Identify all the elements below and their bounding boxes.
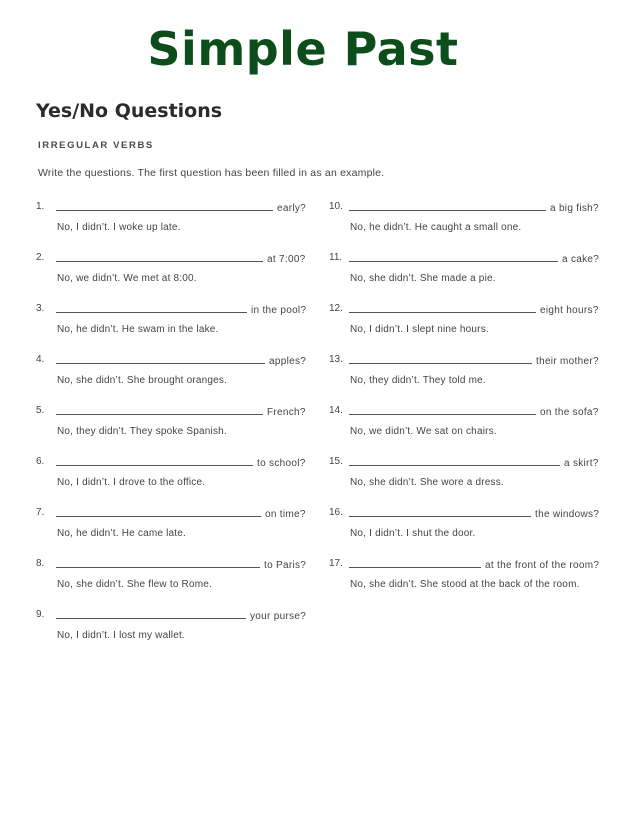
- answer-blank[interactable]: [56, 353, 265, 364]
- question-ending: a skirt?: [564, 458, 599, 469]
- question-number: 10.: [329, 201, 343, 212]
- answer-text: No, she didn’t. She flew to Rome.: [57, 579, 213, 590]
- question-row: [36, 301, 308, 317]
- question-row: [329, 301, 601, 317]
- question-item: [36, 556, 308, 607]
- section-heading: IRREGULAR VERBS: [38, 140, 154, 151]
- question-number: 13.: [329, 354, 343, 365]
- question-row: [329, 250, 601, 266]
- question-number: 12.: [329, 303, 343, 314]
- question-row: [36, 505, 308, 521]
- question-ending: to Paris?: [264, 560, 307, 571]
- question-number: 5.: [36, 405, 45, 416]
- answer-blank[interactable]: [56, 302, 247, 313]
- question-item: [36, 403, 308, 454]
- answer-text: No, she didn’t. She wore a dress.: [350, 477, 504, 488]
- question-ending: apples?: [269, 356, 307, 367]
- answer-text: No, I didn’t. I shut the door.: [350, 528, 476, 539]
- question-ending: their mother?: [536, 356, 599, 367]
- question-number: 16.: [329, 507, 343, 518]
- question-item: [329, 199, 601, 250]
- question-number: 2.: [36, 252, 45, 263]
- question-item: [36, 352, 308, 403]
- answer-text: No, I didn’t. I lost my wallet.: [57, 630, 185, 641]
- answer-text: No, he didn’t. He swam in the lake.: [57, 324, 219, 335]
- answer-blank[interactable]: [56, 506, 261, 517]
- question-item: [36, 199, 308, 250]
- question-row: [36, 199, 308, 215]
- question-number: 11.: [329, 252, 343, 263]
- question-row: [329, 199, 601, 215]
- question-ending: early?: [277, 203, 307, 214]
- answer-text: No, we didn’t. We sat on chairs.: [350, 426, 497, 437]
- question-item: [329, 250, 601, 301]
- answer-text: No, I didn’t. I drove to the office.: [57, 477, 206, 488]
- question-number: 6.: [36, 456, 45, 467]
- question-row: [36, 454, 308, 470]
- answer-blank[interactable]: [349, 557, 481, 568]
- answer-blank[interactable]: [56, 200, 273, 211]
- question-row: [329, 454, 601, 470]
- question-item: [329, 454, 601, 505]
- question-row: [329, 352, 601, 368]
- question-item: [329, 556, 601, 607]
- answer-text: No, we didn’t. We met at 8:00.: [57, 273, 197, 284]
- answer-blank[interactable]: [56, 404, 263, 415]
- question-item: [329, 301, 601, 352]
- question-item: [36, 607, 308, 658]
- answer-blank[interactable]: [56, 455, 253, 466]
- answer-text: No, she didn’t. She brought oranges.: [57, 375, 228, 386]
- answer-text: No, she didn’t. She made a pie.: [350, 273, 496, 284]
- question-item: [329, 403, 601, 454]
- question-ending: to school?: [257, 458, 306, 469]
- question-ending: French?: [267, 407, 306, 418]
- answer-blank[interactable]: [349, 404, 536, 415]
- question-item: [329, 505, 601, 556]
- answer-text: No, I didn’t. I slept nine hours.: [350, 324, 489, 335]
- answer-text: No, he didn’t. He came late.: [57, 528, 186, 539]
- question-row: [36, 607, 308, 623]
- answer-blank[interactable]: [56, 251, 263, 262]
- question-ending: on the sofa?: [540, 407, 599, 418]
- question-item: [36, 505, 308, 556]
- answer-text: No, I didn’t. I woke up late.: [57, 222, 181, 233]
- question-number: 1.: [36, 201, 45, 212]
- question-row: [36, 556, 308, 572]
- question-number: 7.: [36, 507, 45, 518]
- answer-blank[interactable]: [349, 353, 532, 364]
- answer-text: No, they didn’t. They told me.: [350, 375, 486, 386]
- question-number: 15.: [329, 456, 343, 467]
- question-row: [329, 505, 601, 521]
- question-ending: a cake?: [562, 254, 600, 265]
- answer-text: No, he didn’t. He caught a small one.: [350, 222, 522, 233]
- question-number: 17.: [329, 558, 343, 569]
- question-number: 9.: [36, 609, 45, 620]
- answer-blank[interactable]: [56, 608, 246, 619]
- question-item: [36, 301, 308, 352]
- answer-blank[interactable]: [349, 302, 536, 313]
- question-number: 14.: [329, 405, 343, 416]
- answer-blank[interactable]: [349, 506, 531, 517]
- question-ending: in the pool?: [251, 305, 307, 316]
- instructions: Write the questions. The first question has been filled in as an example.: [38, 167, 385, 179]
- answer-blank[interactable]: [56, 557, 260, 568]
- question-ending: the windows?: [535, 509, 600, 520]
- question-row: [36, 403, 308, 419]
- question-ending: on time?: [265, 509, 306, 520]
- question-row: [329, 556, 601, 572]
- question-ending: eight hours?: [540, 305, 599, 316]
- left-column: [36, 199, 308, 658]
- answer-blank[interactable]: [349, 455, 560, 466]
- page-title: Simple Past: [147, 22, 459, 76]
- question-number: 4.: [36, 354, 45, 365]
- answer-blank[interactable]: [349, 200, 546, 211]
- question-item: [329, 352, 601, 403]
- question-ending: your purse?: [250, 611, 307, 622]
- answer-text: No, she didn’t. She stood at the back of the room.: [350, 579, 580, 590]
- question-number: 3.: [36, 303, 45, 314]
- question-row: [329, 403, 601, 419]
- question-ending: at the front of the room?: [485, 560, 600, 571]
- page-subtitle: Yes/No Questions: [36, 100, 223, 122]
- question-number: 8.: [36, 558, 45, 569]
- right-column: [329, 199, 601, 607]
- answer-text: No, they didn’t. They spoke Spanish.: [57, 426, 227, 437]
- question-ending: at 7:00?: [267, 254, 306, 265]
- question-row: [36, 352, 308, 368]
- question-item: [36, 454, 308, 505]
- question-item: [36, 250, 308, 301]
- question-ending: a big fish?: [550, 203, 599, 214]
- question-row: [36, 250, 308, 266]
- answer-blank[interactable]: [349, 251, 558, 262]
